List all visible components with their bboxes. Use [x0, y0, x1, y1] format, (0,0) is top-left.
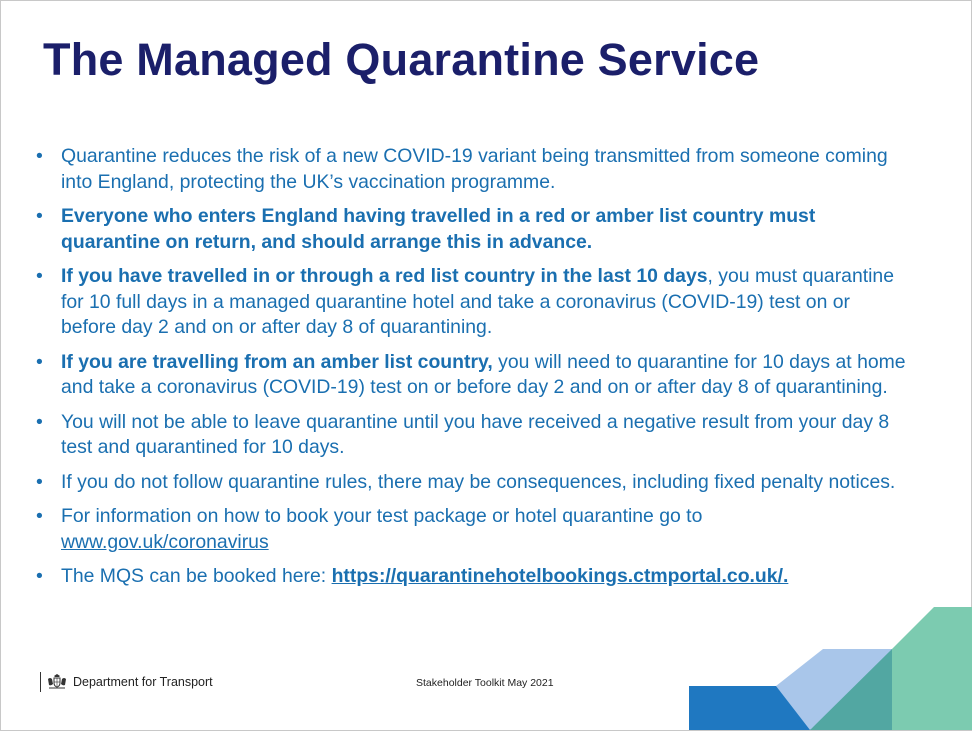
bullet-text: , you must quarantine for 10 full days in a managed quarantine hotel and take a coronavirus (COVID-19) test on or before day 2 and on or after day 8 of quarantining. — [61, 265, 894, 338]
bullet-dot-icon: • — [36, 470, 43, 493]
footer-note: Stakeholder Toolkit May 2021 — [416, 677, 554, 689]
bullet-text: If you do not follow quarantine rules, there may be consequences, including fixed penalty notices. — [61, 470, 896, 493]
department-logo — [40, 672, 213, 692]
bullet-dot-icon: • — [36, 145, 43, 167]
bullet-item — [36, 410, 906, 461]
bullet-item — [36, 264, 906, 341]
bullet-text-bold: Everyone who enters England having travelled in a red or amber list country must quarantine on return, and should arrange this in advance. — [61, 205, 816, 253]
bullet-item — [36, 504, 906, 555]
bullet-item — [36, 350, 906, 401]
bullet-dot-icon: • — [36, 565, 43, 587]
bullet-text-bold: If you have travelled in or through a red list country in the last 10 days — [61, 265, 708, 287]
bullet-dot-icon: • — [36, 410, 43, 433]
gov-uk-coronavirus-link[interactable]: www.gov.uk/coronavirus — [61, 530, 269, 553]
bullet-text: you will need to quarantine for 10 days at home and take a coronavirus (COVID-19) test on or before day 2 and on or after day 8 of quarantining. — [61, 350, 906, 398]
department-name: Department for Transport — [73, 675, 213, 689]
bullet-dot-icon: • — [36, 205, 43, 227]
bullet-text: You will not be able to leave quarantine until you have received a negative result from your day 8 test and quarantined for 10 days. — [61, 410, 890, 458]
bullet-text: The MQS can be booked here: — [61, 565, 332, 587]
logo-divider — [40, 672, 41, 692]
royal-coat-of-arms-icon — [46, 673, 68, 691]
bullet-item — [36, 204, 906, 255]
bullet-text-bold: If you are travelling from an amber list country, — [61, 350, 493, 373]
bullet-dot-icon: • — [36, 505, 43, 527]
bullet-item — [36, 564, 906, 590]
bullet-text: For information on how to book your test package or hotel quarantine go to — [61, 505, 703, 527]
bullet-dot-icon: • — [36, 350, 43, 373]
bullet-list — [36, 144, 906, 599]
bullet-item — [36, 144, 906, 195]
bullet-text: Quarantine reduces the risk of a new COVID-19 variant being transmitted from someone coming into England, protecting the UK’s vaccination programme. — [61, 145, 888, 193]
mqs-booking-link[interactable]: https://quarantinehotelbookings.ctmportal.co.uk/. — [331, 565, 789, 587]
bullet-dot-icon: • — [36, 265, 43, 287]
decorative-shapes — [689, 607, 972, 730]
shape-mint — [892, 607, 972, 730]
page-title: The Managed Quarantine Service — [43, 34, 760, 85]
bullet-item — [36, 470, 906, 496]
